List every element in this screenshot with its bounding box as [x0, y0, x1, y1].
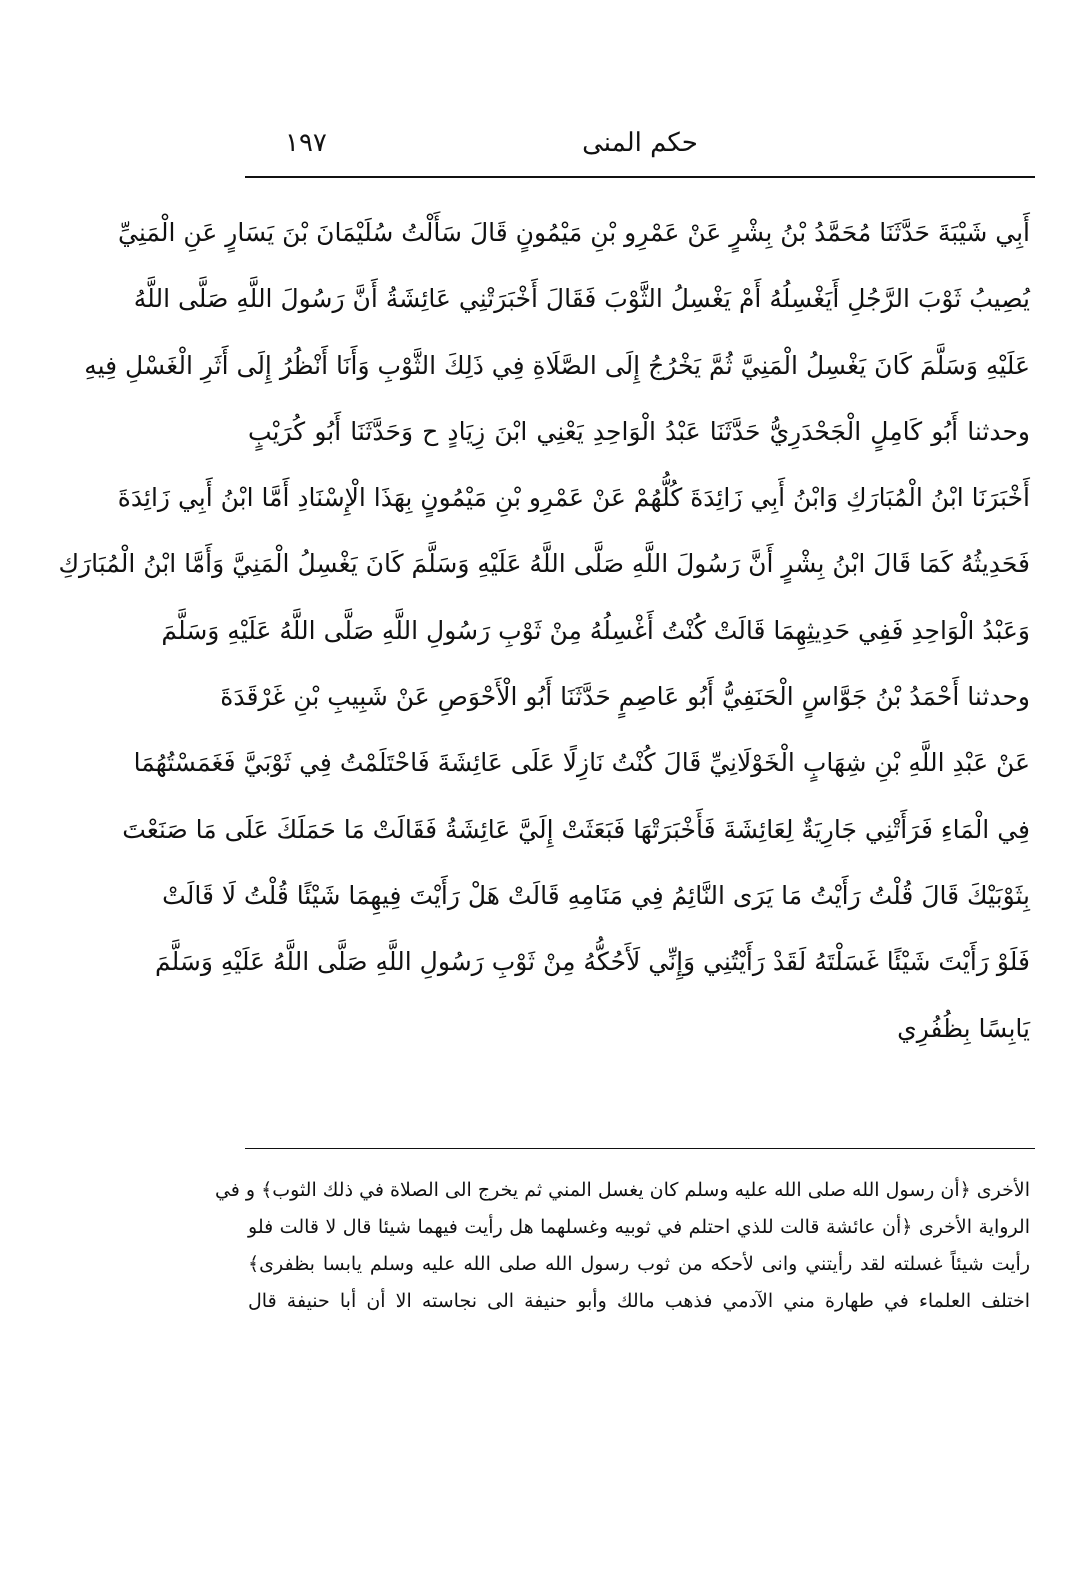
text-line: يَابِسًا بِظُفُرِي	[897, 1013, 1030, 1043]
page-header	[245, 128, 1035, 178]
page-number: ١٩٧	[285, 128, 327, 158]
text-line: وحدثنا أَبُو كَامِلٍ الْجَحْدَرِيُّ حَدَّثَنَا عَبْدُ الْوَاحِدِ يَعْنِي ابْنَ زِيَادٍ ح وَحَدَّثَنَا أَبُو كُرَيْبٍ	[248, 416, 1030, 446]
text-line: يُصِيبُ ثَوْبَ الرَّجُلِ أَيَغْسِلُهُ أَمْ يَغْسِلُ الثَّوْبَ فَقَالَ أَخْبَرَتْنِي عَائِشَةُ أَنَّ رَسُولَ اللَّهِ صَلَّى اللَّهُ	[133, 284, 1030, 314]
text-line: فِي الْمَاءِ فَرَأَتْنِي جَارِيَةٌ لِعَائِشَةَ فَأَخْبَرَتْهَا فَبَعَثَتْ إِلَيَّ عَائِشَةُ فَقَالَتْ مَا حَمَلَكَ عَلَى مَا صَنَعْتَ	[122, 814, 1030, 844]
text-line: عَلَيْهِ وَسَلَّمَ كَانَ يَغْسِلُ الْمَنِيَّ ثُمَّ يَخْرُجُ إِلَى الصَّلَاةِ فِي ذَلِكَ الثَّوْبِ وَأَنَا أَنْظُرُ إِلَى أَثَرِ الْغَسْلِ فِيهِ	[84, 350, 1030, 380]
text-line: أَخْبَرَنَا ابْنُ الْمُبَارَكِ وَابْنُ أَبِي زَائِدَةَ كُلُّهُمْ عَنْ عَمْرِو بْنِ مَيْمُونٍ بِهَذَا الْإِسْنَادِ أَمَّا ابْنُ أَبِي زَائِدَةَ	[117, 483, 1030, 513]
commentary-line: الرواية الأخرى ﴿أن عائشة قالت للذي احتلم في ثوبيه وغسلهما هل رأيت فيهما شيئا قال لا قالت فلو	[248, 1216, 1030, 1238]
text-line: وَعَبْدُ الْوَاحِدِ فَفِي حَدِيثِهِمَا قَالَتْ كُنْتُ أَغْسِلُهُ مِنْ ثَوْبِ رَسُولِ اللَّهِ صَلَّى اللَّهُ عَلَيْهِ وَسَلَّمَ	[161, 615, 1030, 645]
commentary-line: رأيت شيئاً غسلته لقد رأيتني وانى لأحكه من ثوب رسول الله صلى الله عليه وسلم يابسا بظفرى﴾	[248, 1253, 1030, 1275]
text-line: فَحَدِيثُهُ كَمَا قَالَ ابْنُ بِشْرٍ أَنَّ رَسُولَ اللَّهِ صَلَّى اللَّهُ عَلَيْهِ وَسَلَّمَ كَانَ يَغْسِلُ الْمَنِيَّ وَأَمَّا ابْنُ الْمُبَارَكِ	[58, 549, 1030, 579]
text-line: بِثَوْبَيْكَ قَالَ قُلْتُ رَأَيْتُ مَا يَرَى النَّائِمُ فِي مَنَامِهِ قَالَتْ هَلْ رَأَيْتَ فِيهِمَا شَيْئًا قُلْتُ لَا قَالَتْ	[162, 880, 1030, 910]
text-line: وحدثنا أَحْمَدُ بْنُ جَوَّاسٍ الْحَنَفِيُّ أَبُو عَاصِمٍ حَدَّثَنَا أَبُو الْأَحْوَصِ عَنْ شَبِيبِ بْنِ غَرْقَدَةَ	[220, 682, 1030, 712]
text-line: عَنْ عَبْدِ اللَّهِ بْنِ شِهَابٍ الْخَوْلَانِيِّ قَالَ كُنْتُ نَازِلًا عَلَى عَائِشَةَ فَاحْتَلَمْتُ فِي ثَوْبَيَّ فَغَمَسْتُهُمَا	[133, 748, 1030, 778]
hadith-text-block	[58, 200, 1030, 1062]
text-line: فَلَوْ رَأَيْتَ شَيْئًا غَسَلْتَهُ لَقَدْ رَأَيْتُنِي وَإِنِّي لَأَحُكُّهُ مِنْ ثَوْبِ رَسُولِ اللَّهِ صَلَّى اللَّهُ عَلَيْهِ وَسَلَّمَ	[155, 947, 1030, 977]
header-rule	[245, 176, 1035, 178]
footnote-rule	[245, 1148, 1035, 1149]
running-title: حكم المنى	[582, 128, 698, 158]
text-line: أَبِي شَيْبَةَ حَدَّثَنَا مُحَمَّدُ بْنُ بِشْرٍ عَنْ عَمْرِو بْنِ مَيْمُونٍ قَالَ سَأَلْتُ سُلَيْمَانَ بْنَ يَسَارٍ عَنِ الْمَنِيِّ	[118, 218, 1030, 247]
commentary-line: الأخرى ﴿أن رسول الله صلى الله عليه وسلم كان يغسل المني ثم يخرج الى الصلاة في ذلك الثوب﴾ و في	[214, 1179, 1030, 1201]
commentary-block	[214, 1172, 1030, 1320]
commentary-line: اختلف العلماء في طهارة مني الآدمي فذهب مالك وأبو حنيفة الى نجاسته الا أن أبا حنيفة قال	[248, 1290, 1030, 1312]
